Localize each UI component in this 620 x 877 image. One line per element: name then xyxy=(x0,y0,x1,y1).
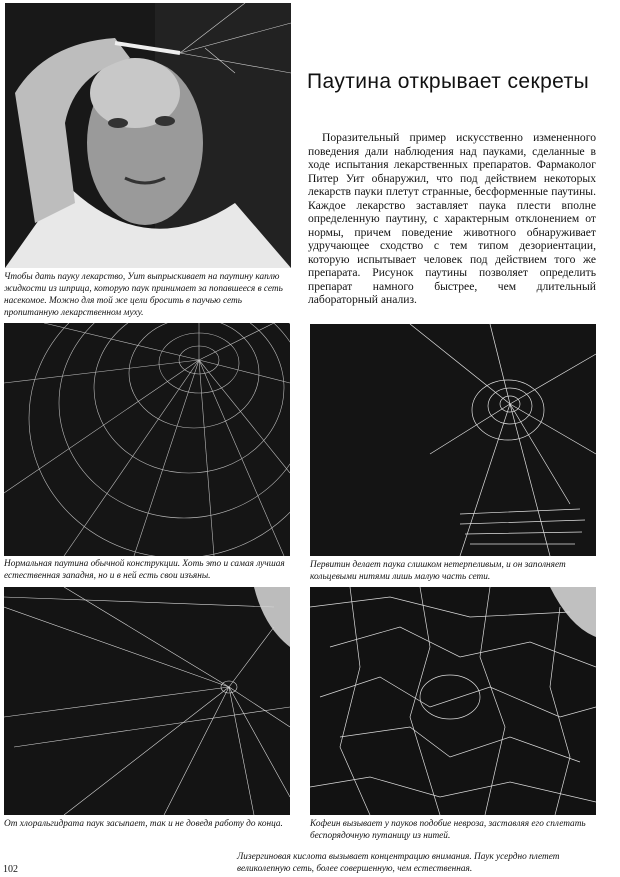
portrait-caption: Чтобы дать пауку лекарство, Уит выпрыскивает на паутину каплю жидкости из шприца, которую паук принимает за попавшееся в сеть насекомое. Можно для той же цели бросить в паучью сеть пропитанную лекарственном муху. xyxy=(4,272,283,318)
chloral-web-photo xyxy=(4,587,290,815)
chloral-caption: От хлоральгидрата паук засыпает, так и не доведя работу до конца. xyxy=(4,819,283,829)
article-body: Поразительный пример искусственно измененного поведения дали наблюдения над пауками, сделанные в ходе испытания лекарственных препаратов. Фармаколог Питер Уит обнаружил, что под действием некоторых лекарств пауки плетут странные, бесформенные паутины. Каждое лекарство заставляет паука плести вполне определенную паутину, с характерным отклонением от нормы, причем поведение животного обнаруживает удручающее сходство с тем типом дезориентации, которую испытывает человек под действием того же препарата. Рисунок паутины позволяет определить препарат намного быстрее, чем длительный лабораторный анализ. xyxy=(308,131,596,306)
caffeine-web-photo xyxy=(310,587,596,815)
pervitin-caption: Первитин делает паука слишком нетерпеливым, и он заполняет кольцевыми нитями лишь малую часть сети. xyxy=(310,560,566,582)
normal-web-photo xyxy=(4,323,290,556)
pervitin-web-photo xyxy=(310,324,596,556)
page-number: 102 xyxy=(3,864,18,875)
article-title: Паутина открывает секреты xyxy=(307,70,590,93)
lsd-caption: Лизергиновая кислота вызывает концентрацию внимания. Паук усердно плетет великолепную сеть, более совершенную, чем естественная. xyxy=(237,852,560,874)
portrait-photo xyxy=(5,3,291,268)
caffeine-caption: Кофеин вызывает у пауков подобие невроза, заставляя его сплетать беспорядочную путаницу из нитей. xyxy=(310,819,586,841)
normal-caption: Нормальная паутина обычной конструкции. Хоть это и самая лучшая естественная западня, но и в ней есть свои изъяны. xyxy=(4,559,285,581)
